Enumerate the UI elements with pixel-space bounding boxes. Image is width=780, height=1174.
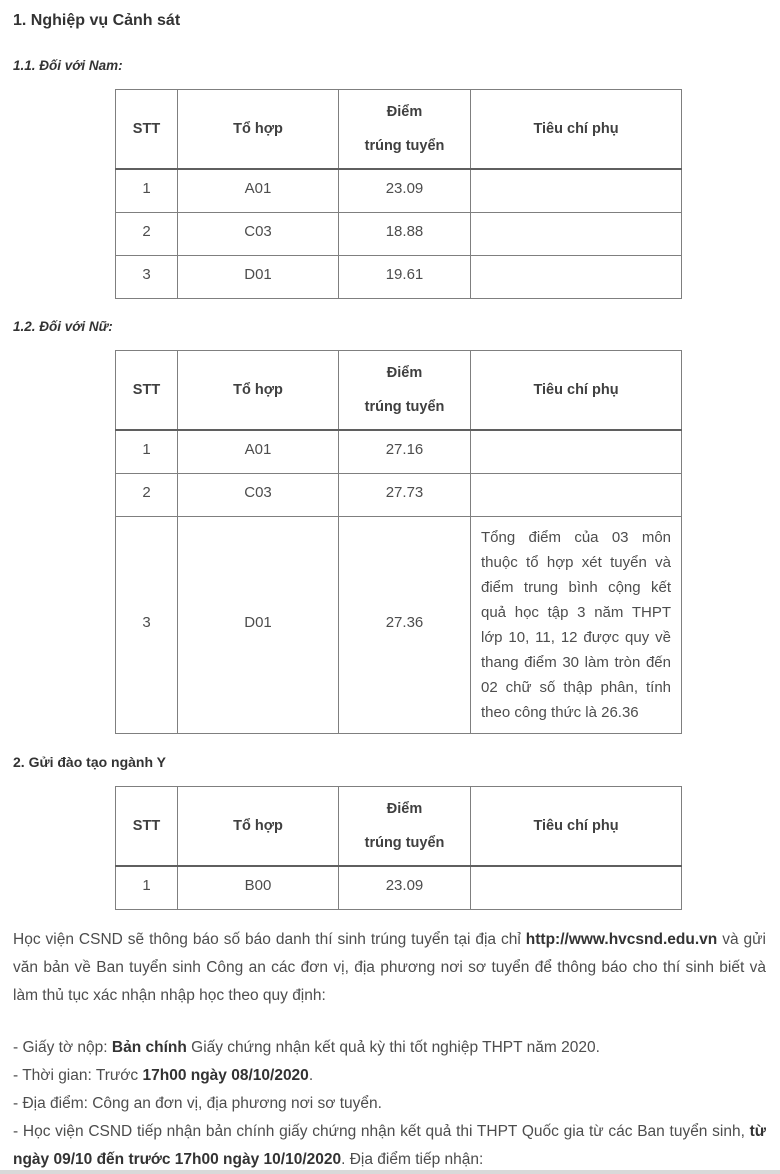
announcement-paragraph <box>13 926 766 1010</box>
header-stt: STT <box>116 351 178 431</box>
cell-tieu-chi-phu <box>471 430 682 474</box>
cell-diem: 19.61 <box>339 256 471 299</box>
header-diem-line2: trúng tuyển <box>364 399 445 415</box>
cell-tieu-chi-phu <box>471 256 682 299</box>
subsection-nam-heading: 1.1. Đối với Nam: <box>13 58 123 73</box>
section1-heading: 1. Nghiệp vụ Cảnh sát <box>13 12 181 29</box>
cell-diem: 27.36 <box>339 517 471 734</box>
cell-stt: 2 <box>116 213 178 256</box>
header-diem-trung-tuyen <box>339 90 471 170</box>
cell-stt: 1 <box>116 430 178 474</box>
cell-tieu-chi-phu <box>471 474 682 517</box>
text-segment: Giấy chứng nhận kết quả kỳ thi tốt nghiệp THPT năm 2020. <box>186 1039 600 1056</box>
table-row <box>116 517 682 734</box>
header-diem-line2: trúng tuyển <box>364 138 445 154</box>
scores-table-nu <box>115 350 682 734</box>
text-segment: - Thời gian: Trước <box>13 1067 143 1084</box>
header-diem-trung-tuyen <box>339 787 471 867</box>
section2-heading: 2. Gửi đào tạo ngành Y <box>13 754 167 770</box>
cell-stt: 3 <box>116 517 178 734</box>
instruction-item-documents <box>13 1034 766 1062</box>
cell-to-hop: A01 <box>178 430 339 474</box>
bold-text-segment: từ ngày 09/10 đến trước 17h00 ngày 10/10/2020 <box>13 1123 766 1168</box>
bottom-strip <box>0 1170 780 1174</box>
table-body-nu <box>116 430 682 734</box>
cell-stt: 3 <box>116 256 178 299</box>
header-tieu-chi-phu: Tiêu chí phụ <box>471 90 682 170</box>
table-body-nganh-y <box>116 866 682 910</box>
header-stt: STT <box>116 90 178 170</box>
bold-text-segment: http://www.hvcsnd.edu.vn <box>525 931 718 948</box>
cell-to-hop: D01 <box>178 256 339 299</box>
bold-text-segment: 17h00 ngày 08/10/2020 <box>142 1067 309 1084</box>
text-segment: - Giấy tờ nộp: <box>13 1039 112 1056</box>
table-body-nam <box>116 169 682 299</box>
text-segment: . <box>308 1067 314 1084</box>
cell-tieu-chi-phu <box>471 169 682 213</box>
header-tieu-chi-phu: Tiêu chí phụ <box>471 787 682 867</box>
table-row <box>116 256 682 299</box>
header-diem-trung-tuyen <box>339 351 471 431</box>
cell-to-hop: B00 <box>178 866 339 910</box>
header-to-hop: Tổ hợp <box>178 351 339 431</box>
header-stt: STT <box>116 787 178 867</box>
header-tieu-chi-phu: Tiêu chí phụ <box>471 351 682 431</box>
table-row <box>116 213 682 256</box>
header-diem-line1: Điểm <box>386 104 423 120</box>
bold-text-segment: Bản chính <box>111 1039 187 1056</box>
cell-diem: 23.09 <box>339 866 471 910</box>
cell-stt: 2 <box>116 474 178 517</box>
header-diem-line1: Điểm <box>386 801 423 817</box>
cell-tieu-chi-phu <box>471 213 682 256</box>
table-header-row <box>116 351 682 431</box>
header-to-hop: Tổ hợp <box>178 90 339 170</box>
table-header-row <box>116 90 682 170</box>
header-to-hop: Tổ hợp <box>178 787 339 867</box>
table-header-row <box>116 787 682 867</box>
cell-stt: 1 <box>116 169 178 213</box>
table-row <box>116 474 682 517</box>
text-segment: . Địa điểm tiếp nhận: <box>341 1151 484 1168</box>
cell-tieu-chi-phu: Tổng điểm của 03 môn thuộc tổ hợp xét tuyển và điểm trung bình cộng kết quả học tập 3 năm THPT lớp 10, 11, 12 được quy về thang điểm 30 làm tròn đến 02 chữ số thập phân, tính theo công thức là 26.36 <box>471 517 682 734</box>
table-row <box>116 430 682 474</box>
cell-diem: 27.16 <box>339 430 471 474</box>
cell-to-hop: A01 <box>178 169 339 213</box>
cell-stt: 1 <box>116 866 178 910</box>
text-segment: - Địa điểm: Công an đơn vị, địa phương nơi sơ tuyển. <box>13 1095 382 1112</box>
text-segment: Học viện CSND sẽ thông báo số báo danh thí sinh trúng tuyển tại địa chỉ <box>13 931 526 948</box>
scores-table-nganh-y <box>115 786 682 910</box>
table-row <box>116 866 682 910</box>
table-row <box>116 169 682 213</box>
subsection-nu-heading: 1.2. Đối với Nữ: <box>13 319 113 334</box>
header-diem-line2: trúng tuyển <box>364 835 445 851</box>
scores-table-nam <box>115 89 682 299</box>
instruction-item-reception <box>13 1118 766 1174</box>
cell-tieu-chi-phu <box>471 866 682 910</box>
header-diem-line1: Điểm <box>386 365 423 381</box>
cell-diem: 23.09 <box>339 169 471 213</box>
instruction-item-time <box>13 1062 766 1090</box>
text-segment: - Học viện CSND tiếp nhận bản chính giấy chứng nhận kết quả thi THPT Quốc gia từ các Ban tuyển sinh, <box>13 1123 750 1140</box>
cell-to-hop: D01 <box>178 517 339 734</box>
cell-to-hop: C03 <box>178 474 339 517</box>
text-segment: và gửi văn bản về Ban tuyển sinh Công an các đơn vị, địa phương nơi sơ tuyển để thông báo cho thí sinh biết và làm thủ tục xác nhận nhập học theo quy định: <box>13 931 766 1004</box>
instruction-item-location <box>13 1090 766 1118</box>
cell-diem: 18.88 <box>339 213 471 256</box>
cell-diem: 27.73 <box>339 474 471 517</box>
cell-to-hop: C03 <box>178 213 339 256</box>
